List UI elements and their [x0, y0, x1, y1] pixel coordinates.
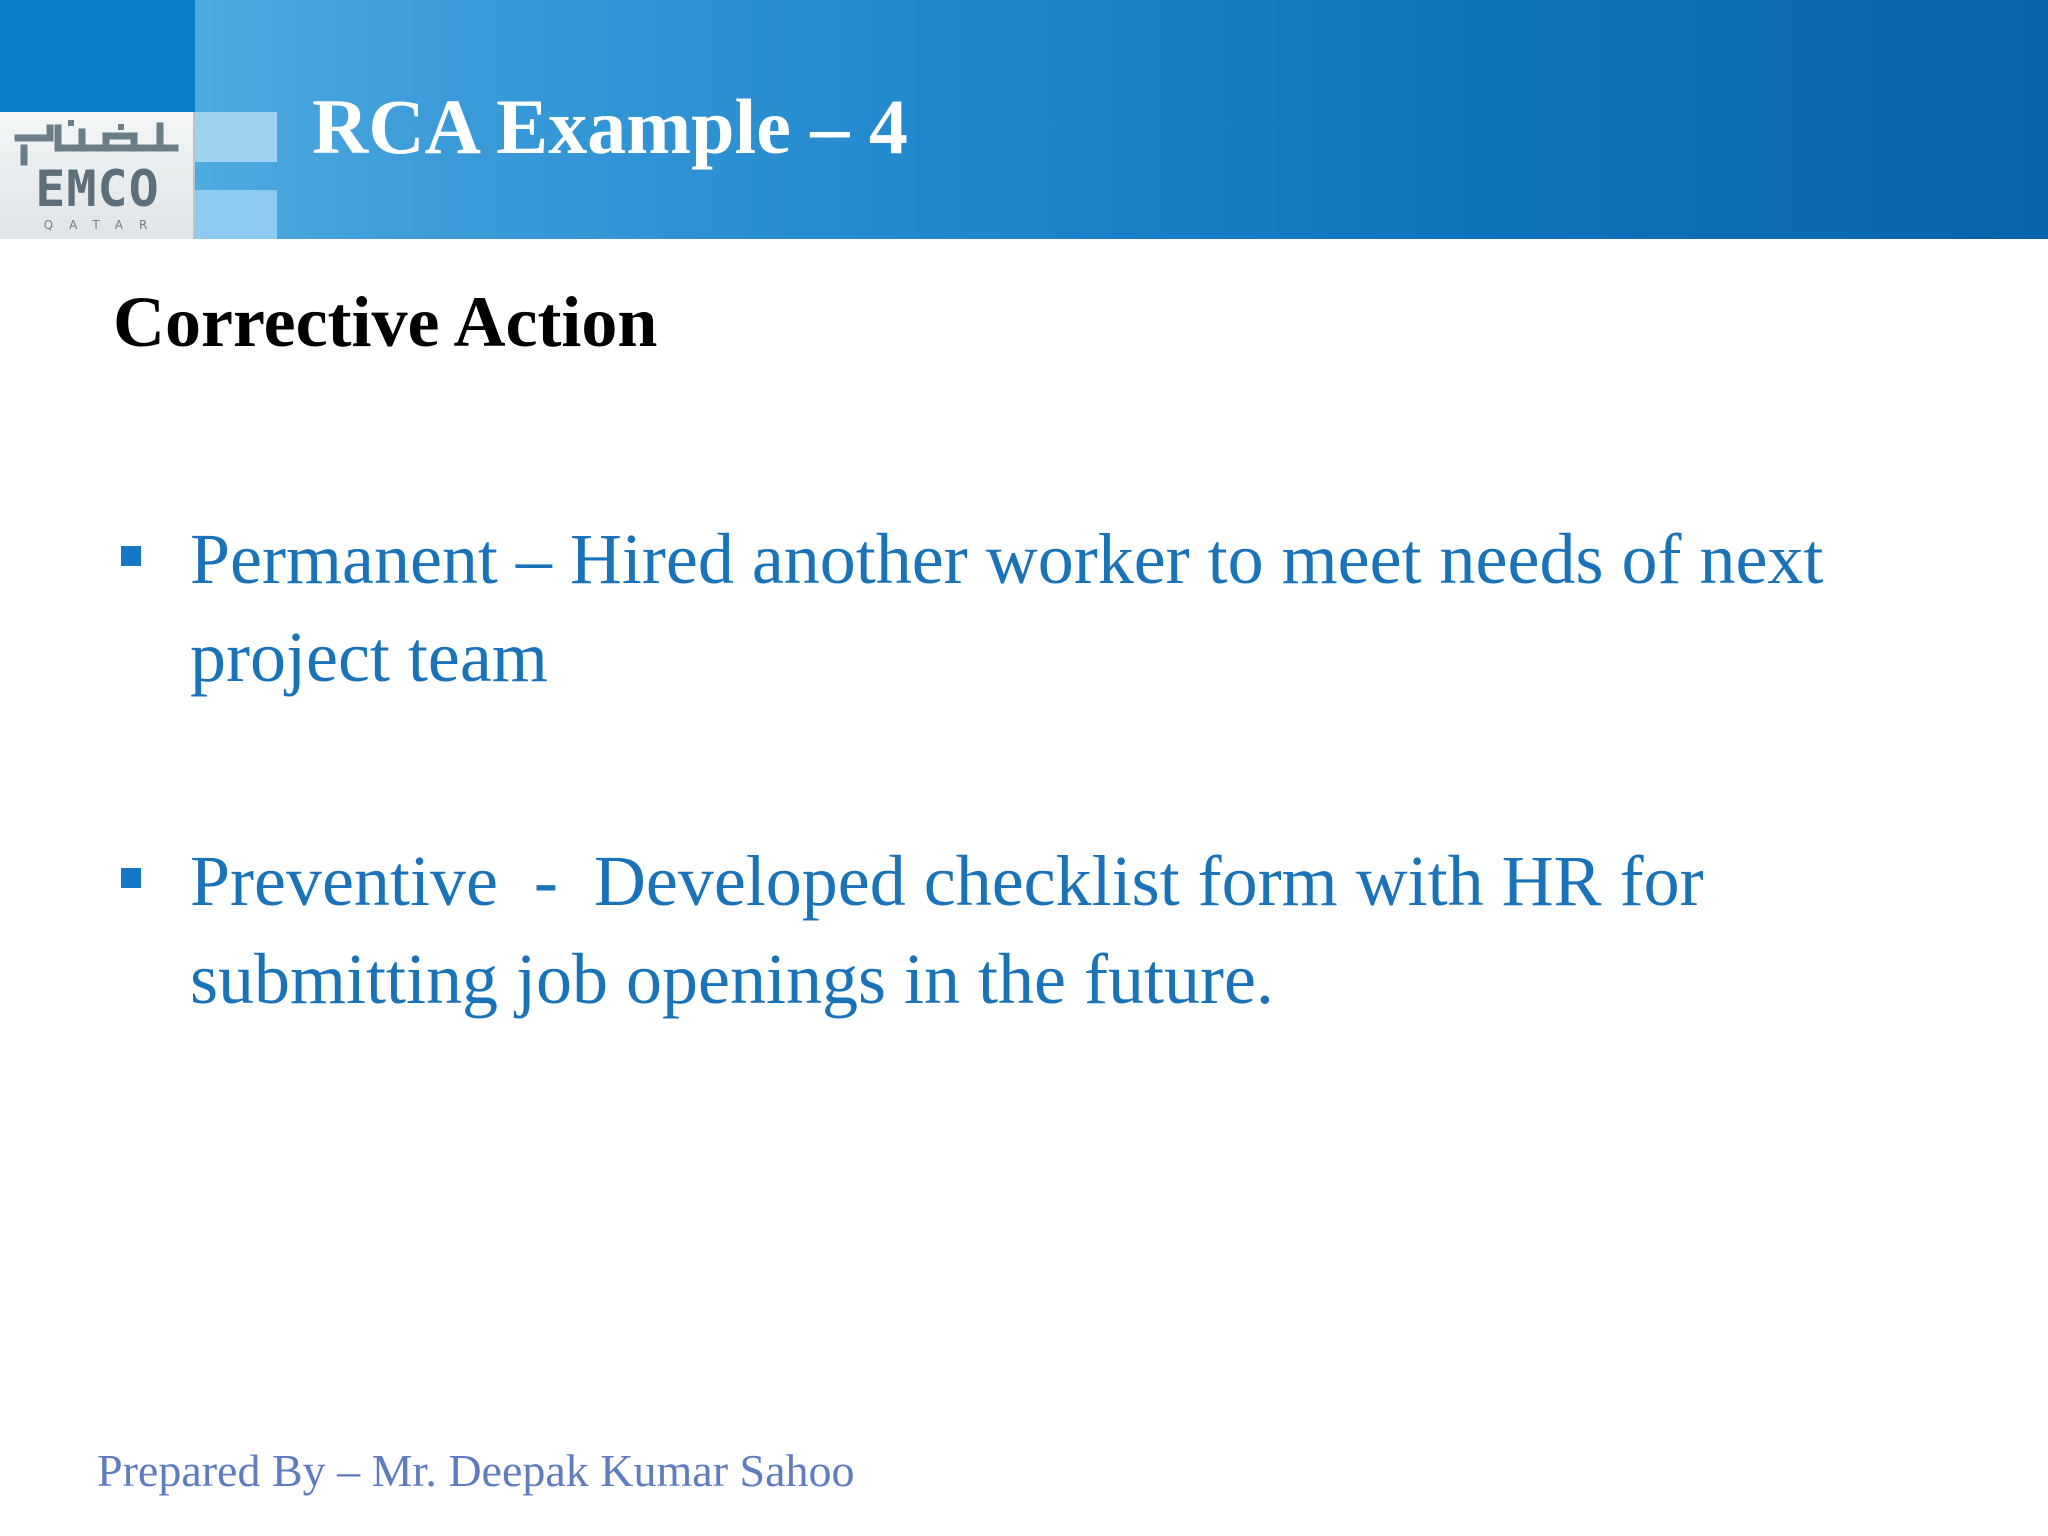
logo-subtext: QATAR	[43, 218, 164, 232]
company-logo	[0, 112, 195, 239]
square-bullet-icon	[121, 546, 141, 566]
emco-qatar-logo-icon	[10, 118, 185, 166]
bullet-list	[113, 510, 1943, 1028]
section-heading: Corrective Action	[113, 282, 658, 362]
list-item	[113, 510, 1943, 706]
slide-title: RCA Example – 4	[312, 83, 908, 170]
logo-wordmark: EMCO	[35, 160, 160, 218]
bullet-text: Preventive - Developed checklist form with HR for submitting job openings in the future.	[190, 841, 1722, 1019]
header-band	[0, 0, 2048, 239]
header-accent-block	[195, 112, 277, 162]
footer-credit: Prepared By – Mr. Deepak Kumar Sahoo	[97, 1445, 855, 1496]
list-item	[113, 832, 1943, 1028]
square-bullet-icon	[121, 868, 141, 888]
header-accent-block	[195, 190, 277, 239]
bullet-text: Permanent – Hired another worker to meet needs of next project team	[190, 519, 1842, 697]
header-corner-block	[0, 0, 195, 112]
